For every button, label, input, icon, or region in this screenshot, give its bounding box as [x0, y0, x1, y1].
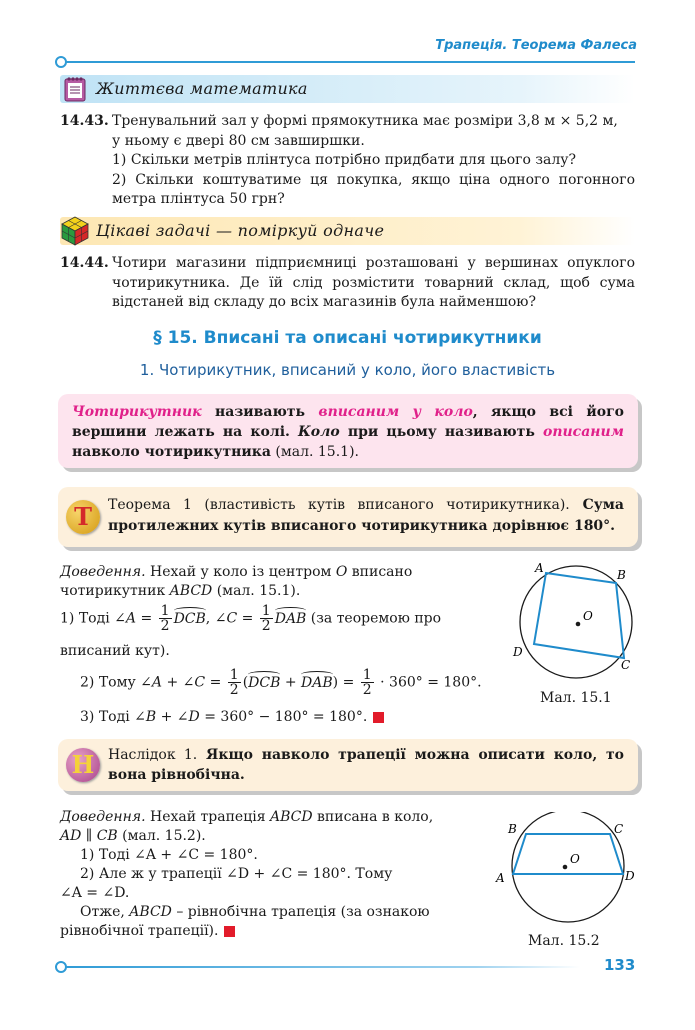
def-text: навколо чотирикутника [72, 444, 271, 460]
proof-text: + [280, 674, 302, 691]
proof-text: вписана в коло, [312, 809, 434, 825]
proof-text: + ∠ [156, 709, 189, 725]
frac-den: 2 [160, 618, 170, 634]
corollary-badge-letter: Н [71, 750, 95, 779]
subsection-title: 1. Чотирикутник, вписаний у коло, його властивість [139, 361, 556, 379]
proof-step: ∠A = ∠D. [60, 885, 130, 901]
corollary-box [58, 739, 638, 791]
proof-var: B [145, 709, 157, 725]
frac-den: 2 [229, 682, 239, 698]
proof-var: C [226, 610, 238, 627]
def-term: вписаним у коло [318, 404, 473, 420]
proof-text: · 360° = 180°. [375, 674, 482, 691]
proof-2 [60, 808, 480, 941]
running-header: Трапеція. Теорема Фалеса [435, 38, 637, 53]
def-text: , якщо всі його вершини лежать на колі. [72, 404, 624, 440]
proof-var: C [194, 674, 206, 691]
figure-15-2-caption: Мал. 15.2 [528, 933, 600, 949]
proof-var: D [188, 709, 200, 725]
frac-den: 2 [362, 682, 372, 698]
frac-num: 1 [160, 603, 170, 619]
proof-text: рівнобічної трапеції). [60, 923, 219, 939]
label-o: O [570, 852, 580, 866]
label-a: A [535, 562, 544, 575]
proof-text: Нехай у коло із центром [145, 564, 336, 580]
proof-var: O [335, 564, 348, 580]
proof-text: вписано [347, 564, 413, 580]
label-d: D [625, 869, 635, 883]
task-text: Чотири магазини підприємниці розташовані у вершинах опуклого чотирикутника. Де їй слід розмістити товарний склад, щоб сума відстаней від складу до всіх магазинів була найменшою? [112, 255, 635, 310]
proof-text: (за теоремою про [306, 610, 442, 627]
proof-text: = 360° − 180° = 180°. [199, 709, 368, 725]
label-a: A [496, 871, 505, 885]
proof-text: (мал. 15.1). [212, 583, 301, 599]
proof-1 [60, 563, 500, 601]
task-question-1: 1) Скільки метрів плінтуса потрібно придбати для цього залу? [112, 152, 576, 168]
footer-rule [60, 966, 580, 968]
header-rule [60, 61, 635, 63]
proof-text: = [205, 674, 226, 691]
arc-dab: DAB [274, 610, 307, 627]
proof-1-step-1 [60, 604, 500, 633]
proof-text: (мал. 15.2). [117, 828, 206, 844]
proof-text: = [237, 610, 258, 627]
proof-text: Нехай трапеція [145, 809, 270, 825]
proof-var: ABCD [129, 904, 172, 920]
def-text: при цьому називають [339, 424, 543, 440]
proof-var: ABCD [169, 583, 213, 599]
task-14-43 [60, 112, 635, 210]
page-number: 133 [604, 956, 636, 974]
label-c: C [614, 822, 624, 836]
proof-text: 2) Тому ∠ [80, 674, 152, 691]
frac-num: 1 [229, 667, 239, 683]
center-point [563, 865, 568, 870]
label-o: O [583, 609, 593, 623]
inscribed-quadrilateral [534, 573, 624, 658]
fraction [361, 668, 374, 697]
figure-15-2 [495, 812, 645, 924]
proof-label: Доведення. [60, 564, 146, 580]
banner-interesting-tasks-label: Цікаві задачі — поміркуй одначе [96, 221, 385, 240]
proof-text: = [136, 610, 157, 627]
task-14-44 [60, 254, 635, 313]
fraction [260, 604, 273, 633]
theorem-badge-letter: Т [74, 502, 92, 531]
section-title: § 15. Вписані та описані чотирикутники [153, 328, 542, 348]
def-term: Коло [298, 424, 340, 440]
proof-var: AD [60, 828, 82, 844]
proof-text: Отже, [80, 904, 130, 920]
corollary-label: Наслідок 1. [108, 747, 198, 763]
task-text: Тренувальний зал у формі прямокутника має розміри 3,8 м × 5,2 м, [112, 113, 618, 129]
frac-num: 1 [261, 603, 271, 619]
proof-var: ABCD [269, 809, 313, 825]
proof-text: вписаний кут). [60, 643, 170, 659]
figure-15-1-caption: Мал. 15.1 [540, 690, 612, 706]
fraction [159, 604, 172, 633]
arc-dcb: DCB [248, 674, 281, 691]
task-text: у ньому є двері 80 см завширшки. [112, 132, 365, 149]
proof-text: – рівнобічна трапеція (за ознакою [171, 904, 430, 920]
frac-num: 1 [362, 667, 372, 683]
def-text: називають [201, 404, 319, 420]
theorem-statement: Сума протилежних кутів вписаного чотирикутника дорівнює 180°. [108, 497, 624, 534]
task-number: 14.44. [60, 255, 109, 271]
theorem-label: Теорема 1 (властивість кутів вписаного чотирикутника). [108, 497, 570, 513]
center-point [576, 622, 581, 627]
label-d: D [513, 645, 523, 659]
proof-1-step-3 [80, 708, 384, 727]
label-b: B [617, 568, 626, 582]
banner-life-math [60, 75, 635, 103]
arc-dab: DAB [301, 674, 333, 691]
def-term: описаним [542, 424, 624, 440]
proof-1-step-1-cont [60, 642, 170, 661]
theorem-box [58, 487, 638, 547]
corollary-statement: Якщо навколо трапеції можна описати коло, то вона рівнобічна. [108, 747, 624, 783]
proof-step: 2) Але ж у трапеції ∠D + ∠C = 180°. Тому [80, 866, 393, 882]
fraction [228, 668, 241, 697]
def-term: Чотирикутник [72, 404, 202, 420]
proof-text: + ∠ [162, 674, 195, 691]
footer-rule-dot [55, 961, 67, 973]
banner-interesting-tasks [60, 217, 635, 245]
notebook-icon [62, 75, 88, 103]
task-number: 14.43. [60, 113, 109, 129]
arc-dcb: DCB [173, 610, 206, 627]
task-question-2: 2) Скільки коштуватиме ця покупка, якщо ціна одного погонного метра плінтуса 50 грн? [112, 171, 635, 207]
definition-box [58, 394, 638, 468]
proof-text: 1) Тоді ∠ [60, 610, 126, 627]
proof-text: = [338, 674, 359, 691]
proof-text: чотирикутник [60, 583, 170, 599]
proof-text: 3) Тоді ∠ [80, 709, 146, 725]
circumscribed-circle [512, 812, 624, 922]
proof-text: , ∠ [205, 610, 227, 627]
proof-1-step-2: 2) Тому ∠A + ∠C = $\frac{1}{2}$ (DCB + DAB) = $\frac{1}{2}$ · 360° = 180°. [80, 667, 482, 698]
figure-15-1 [508, 562, 648, 682]
proof-label: Доведення. [60, 809, 146, 825]
qed-mark [373, 712, 384, 723]
label-c: C [621, 658, 631, 672]
proof-var: A [151, 674, 163, 691]
frac-den: 2 [261, 618, 271, 634]
qed-mark [224, 926, 235, 937]
theorem-badge [66, 500, 100, 534]
proof-var: A [125, 610, 136, 627]
banner-life-math-label: Життєва математика [96, 79, 308, 98]
label-b: B [508, 822, 517, 836]
def-ref: (мал. 15.1). [270, 444, 359, 460]
corollary-badge [66, 748, 100, 782]
rubiks-cube-icon [60, 215, 90, 247]
proof-text: ∥ [81, 828, 97, 844]
proof-step: 1) Тоді ∠A + ∠C = 180°. [80, 847, 258, 863]
proof-var: CB [96, 828, 118, 844]
inscribed-trapezoid [513, 834, 623, 874]
header-rule-dot [55, 56, 67, 68]
